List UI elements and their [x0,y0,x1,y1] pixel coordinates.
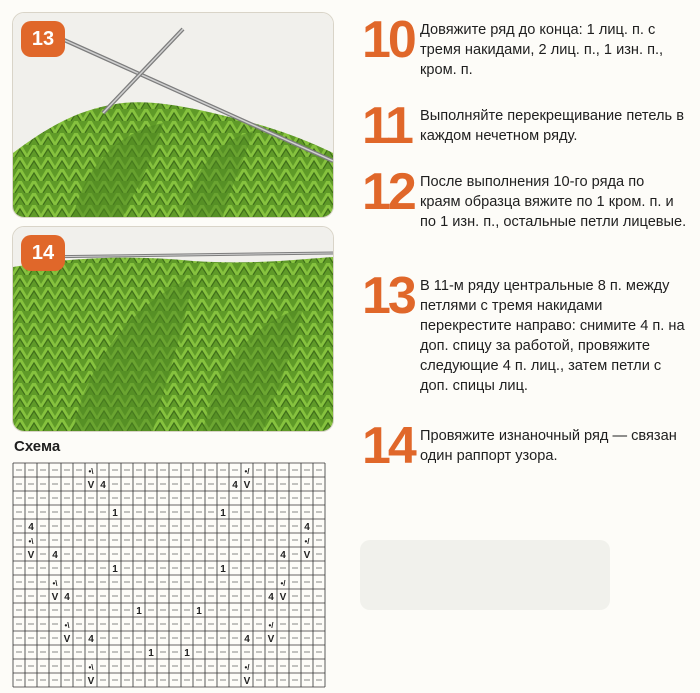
step-number: 12 [362,163,414,221]
step-number: 13 [362,267,414,325]
step-text: Выполняйте перекрещивание петель в каждом нечетном ряду. [420,108,684,144]
chart-symbol: •\ [52,579,58,588]
chart-symbol: V [303,550,311,561]
chart-symbol: •/ [304,537,310,546]
chart-symbol: 1 [112,564,118,575]
chart-symbol: •\ [28,537,34,546]
chart-symbol: V [87,480,95,491]
chart-symbol: 4 [268,592,274,603]
chart-symbol: 4 [64,592,70,603]
knitting-chart-grid [12,462,330,688]
step-12 [362,163,688,232]
chart-symbol: 4 [232,480,238,491]
chart-symbol: V [243,480,251,491]
photo-step-14 [12,226,334,432]
chart-symbol: 4 [52,550,58,561]
step-10 [362,11,688,80]
chart-symbol: V [27,550,35,561]
photo-step-13 [12,12,334,218]
step-number: 10 [362,11,414,69]
step-text: Провяжите изнаночный ряд — связан один раппорт узора. [420,428,677,464]
chart-symbol: 4 [304,522,310,533]
step-number: 11 [362,97,411,155]
chart-symbol: •/ [244,663,250,672]
step-11 [362,97,688,155]
chart-symbol: 4 [244,634,250,645]
chart-symbol: 4 [88,634,94,645]
chart-symbol: •\ [88,663,94,672]
chart-symbol: 4 [100,480,106,491]
chart-symbol: V [267,634,275,645]
chart-symbol: 1 [184,648,190,659]
step-13 [362,267,688,396]
chart-symbol: V [87,676,95,687]
chart-symbol: 1 [112,508,118,519]
faded-watermark [360,540,610,610]
chart-symbol: 1 [220,508,226,519]
chart-symbol: •\ [64,621,70,630]
chart-symbol: 1 [148,648,154,659]
step-text: В 11-м ряду центральные 8 п. между петлями с тремя накидами перекрестите направо: снимите 4 п. на доп. спицу за работой, провяжите следующие 4 п. лиц., затем петли с доп. спицы лиц. [420,278,685,394]
chart-symbol: 1 [196,606,202,617]
chart-symbol: •/ [244,467,250,476]
schema-title: Схема [14,438,61,455]
step-badge: 14 [21,235,65,271]
knitting-chart [12,462,330,693]
chart-symbol: •\ [88,467,94,476]
chart-symbol: V [63,634,71,645]
chart-symbol: 1 [136,606,142,617]
chart-symbol: V [279,592,287,603]
chart-symbol: V [243,676,251,687]
chart-symbol: •/ [268,621,274,630]
chart-symbol: V [51,592,59,603]
chart-symbol: 1 [220,564,226,575]
chart-symbol: 4 [280,550,286,561]
step-text: Довяжите ряд до конца: 1 лиц. п. с тремя накидами, 2 лиц. п., 1 изн. п., кром. п. [420,22,664,78]
step-number: 14 [362,417,414,475]
chart-symbol: 4 [28,522,34,533]
step-text: После выполнения 10-го ряда по краям образца вяжите по 1 кром. п. и по 1 изн. п., остальные петли лицевые. [420,174,687,230]
step-badge: 13 [21,21,65,57]
chart-symbol: •/ [280,579,286,588]
step-14 [362,417,688,475]
